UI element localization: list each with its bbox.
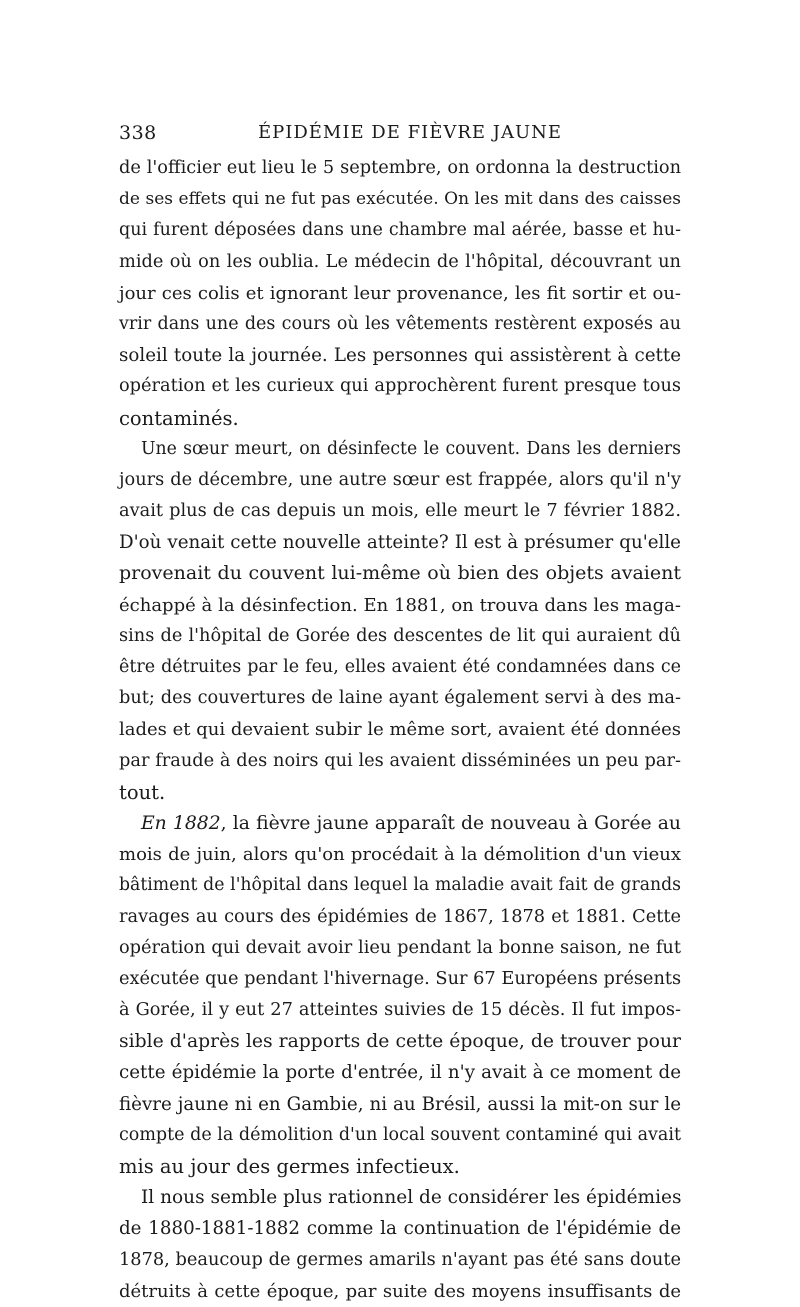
text-line: échappé à la désinfection. En 1881, on trouva dans les maga-: [119, 594, 681, 616]
text-line: [119, 808, 681, 839]
text-line: jours de décembre, une autre sœur est frappée, alors qu'il n'y: [119, 469, 681, 490]
text-line: exécutée que pendant l'hivernage. Sur 67 Européens présents: [119, 968, 682, 989]
text-line: opération qui devait avoir lieu pendant la bonne saison, ne fut: [119, 937, 681, 958]
text-line: compte de la démolition d'un local souvent contaminé qui avait: [119, 1124, 681, 1145]
text-line: de ses effets qui ne fut pas exécutée. On les mit dans des caisses: [119, 189, 681, 210]
text-line: lades et qui devaient subir le même sort, avaient été données: [119, 719, 681, 741]
text-line: détruits à cette époque, par suite des moyens insuffisants de: [119, 1280, 681, 1302]
text-line: provenait du couvent lui-même où bien des objets avaient: [119, 562, 681, 585]
text-line: ravages au cours des épidémies de 1867, 1878 et 1881. Cette: [119, 906, 681, 927]
page-number: 338: [119, 122, 157, 144]
text-line: tout.: [119, 780, 166, 804]
text-line: qui furent déposées dans une chambre mal aérée, basse et hu-: [119, 220, 681, 241]
text-line: fièvre jaune ni en Gambie, ni au Brésil, aussi la mit-on sur le: [119, 1093, 681, 1115]
text-line: mide où on les oublia. Le médecin de l'hôpital, découvrant un: [119, 251, 681, 272]
body-text: [119, 153, 681, 1307]
text-line: de 1880-1881-1882 comme la continuation de l'épidémie de: [119, 1218, 681, 1240]
text-line: cette épidémie la porte d'entrée, il n'y avait à ce moment de: [119, 1062, 681, 1084]
text-line: Une sœur meurt, on désinfecte le couvent. Dans les derniers: [141, 438, 681, 459]
text-line: sins de l'hôpital de Gorée des descentes de lit qui auraient dû: [119, 625, 681, 646]
text-line: bâtiment de l'hôpital dans lequel la maladie avait fait de grands: [119, 875, 681, 896]
text-line: avait plus de cas depuis un mois, elle meurt le 7 février 1882.: [119, 501, 681, 522]
text-line: jour ces colis et ignorant leur provenance, les fit sortir et ou-: [119, 282, 681, 304]
text-line: de l'officier eut lieu le 5 septembre, on ordonna la destruction: [119, 158, 681, 178]
text-line-rest: , la fièvre jaune apparaît de nouveau à Gorée au: [220, 812, 681, 834]
paragraph: [119, 153, 681, 434]
paragraph: [119, 808, 681, 1182]
text-line: mois de juin, alors qu'on procédait à la démolition d'un vieux: [119, 844, 681, 866]
text-line: sible d'après les rapports de cette époque, de trouver pour: [119, 1031, 681, 1053]
text-line: 1878, beaucoup de germes amarils n'ayant pas été sans doute: [119, 1249, 681, 1270]
text-line: mis au jour des germes infectieux.: [119, 1155, 460, 1178]
running-title: ÉPIDÉMIE DE FIÈVRE JAUNE: [257, 122, 563, 143]
text-line: but; des couvertures de laine ayant également servi à des ma-: [119, 688, 681, 709]
text-line: opération et les curieux qui approchèrent furent presque tous: [119, 376, 681, 397]
text-line: contaminés.: [119, 406, 239, 430]
text-line: soleil toute la journée. Les personnes qui assistèrent à cette: [119, 345, 681, 367]
page-header: [119, 122, 681, 152]
text-line: être détruites par le feu, elles avaient été condamnées dans ce: [119, 657, 681, 677]
text-line: D'où venait cette nouvelle atteinte? Il est à présumer qu'elle: [119, 532, 681, 554]
text-line: Il nous semble plus rationnel de considérer les épidémies: [141, 1187, 682, 1209]
text-line: par fraude à des noirs qui les avaient disséminées un peu par-: [119, 750, 681, 771]
italic-year-lead: En 1882: [141, 812, 221, 834]
text-line: vrir dans une des cours où les vêtements restèrent exposés au: [119, 313, 681, 334]
text-line: à Gorée, il y eut 27 atteintes suivies de 15 décès. Il fut impos-: [119, 1000, 681, 1021]
paragraph: [119, 434, 681, 808]
